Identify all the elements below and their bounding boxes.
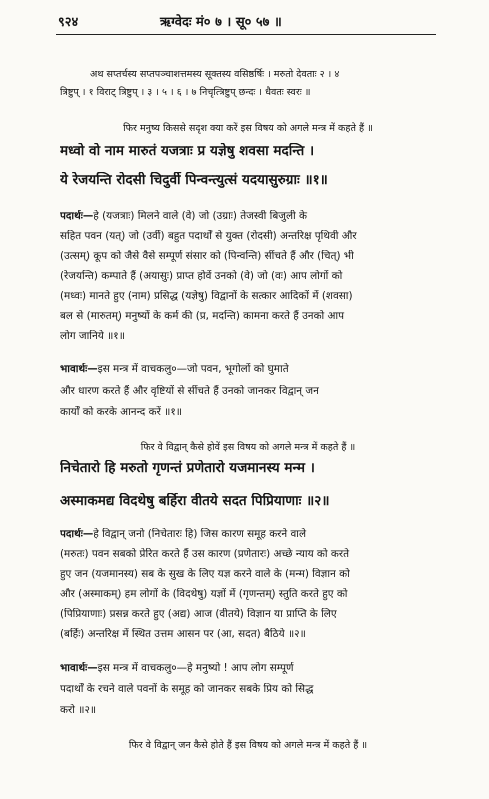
bhavartha-label: भावार्थः—	[60, 363, 98, 375]
padartha-line: (बर्हिः) अन्तरिक्ष में स्थित उत्तम आसन पर (आ, सदत) बैठिये ॥२॥	[60, 628, 306, 640]
bhavartha-line: भावार्थः—इस मन्त्र में वाचकलु०—हे मनुष्यो ! आप लोग सम्पूर्ण	[60, 662, 294, 674]
mantra-line: निचेतारो हि मरुतो गृणन्तं प्रणेतारो यजमानस्य मन्म ।	[60, 460, 315, 476]
padartha-line: (पिप्रियाणाः) प्रसन्न करते हुए (अद्य) आज (वीतये) विज्ञान या प्राप्ति के लिए	[60, 608, 337, 620]
padartha-line: (रेजयन्ति) कम्पाते हैं (अयासुः) प्राप्त होवें उनको (वे) जो (वः) आप लोगों को	[60, 270, 343, 282]
mantra-line: अस्माकमद्य विदथेषु बर्हिरा वीतये सदत पिप्रियाणाः ॥२॥	[60, 493, 330, 509]
running-title: ऋग्वेदः मं० ७ । सू० ५७ ॥	[160, 15, 282, 30]
section-intro: फिर मनुष्य किससे सदृश क्या करें इस विषय को अगले मन्त्र में कहते हैं ॥	[123, 123, 373, 134]
sukta-intro-line-1: अथ सप्तर्चस्य सप्तपञ्चाशत्तमस्य सूक्तस्य वसिष्ठर्षिः । मरुतो देवताः २ । ४	[90, 69, 340, 80]
padartha-line: (उत्सम्) कूप को जैसे वैसे सम्पूर्ण संसार को (पिन्वन्ति) सींचते हैं और (चित्) भी	[60, 250, 354, 262]
mantra-line: मध्वो वो नाम मारुतं यजत्राः प्र यज्ञेषु शवसा मदन्ति ।	[60, 143, 315, 159]
padartha-line: सहित पवन (यत्) जो (उर्वी) बहुत पदार्थों से युक्त (रोदसी) अन्तरिक्ष पृथिवी और	[60, 230, 357, 242]
running-header	[0, 0, 489, 34]
section-intro: फिर वे विद्वान् कैसे होवें इस विषय को अगले मन्त्र में कहते हैं ॥	[140, 442, 356, 453]
bhavartha-line: और धारण करते हैं और वृष्टियों से सींचते हैं उनको जानकर विद्वान् जन	[60, 385, 319, 397]
padartha-line: पदार्थः—हे विद्वान् जनो (निचेतारः हि) जिस कारण समूह करने वाले	[60, 528, 307, 540]
padartha-line: बल से (मारुतम्) मनुष्यों के कर्म की (प्र, मदन्ति) कामना करते हैं उनको आप	[60, 310, 345, 322]
padartha-line: लोग जानिये ॥१॥	[60, 330, 125, 342]
closing-intro: फिर वे विद्वान् जन कैसे होते हैं इस विषय को अगले मन्त्र में कहते हैं ॥	[128, 740, 368, 751]
header-rule	[56, 34, 436, 35]
padartha-line: (मरुतः) पवन सबको प्रेरित करते हैं उस कारण (प्रणेतारः) अच्छे न्याय को करते	[60, 548, 350, 560]
padartha-line: हुए जन (यजमानस्य) सब के सुख के लिए यज्ञ करने वाले के (मन्म) विज्ञान को	[60, 568, 350, 580]
padartha-line: और (अस्माकम्) हम लोगों के (विदथेषु) यज्ञों में (गृणन्तम्) स्तुति करते हुए को	[60, 588, 348, 600]
bhavartha-line: भावार्थः—इस मन्त्र में वाचकलु०—जो पवन, भूगोलों को घुमाते	[60, 363, 289, 375]
bhavartha-label: भावार्थः—	[60, 662, 98, 674]
bhavartha-line: करो ॥२॥	[60, 704, 97, 716]
mantra-line: ये रेजयन्ति रोदसी चिदुर्वी पिन्वन्त्युत्सं यदयासुरुग्राः ॥१॥	[60, 172, 328, 188]
padartha-label: पदार्थः—	[60, 210, 94, 222]
page-number: ९२४	[58, 15, 79, 30]
bhavartha-line: पदार्थों के रचने वाले पवनों के समूह को जानकर सबके प्रिय को सिद्ध	[60, 683, 314, 695]
sukta-intro-line-2: त्रिष्टुप् । १ विराट् त्रिष्टुप् । ३ । ५ । ६ । ७ निचृत्त्रिष्टुप् छन्दः । धैवतः स्वरः ॥	[60, 87, 311, 98]
padartha-line: (मध्वः) मानते हुए (नाम) प्रसिद्ध (यज्ञेषु) विद्वानों के सत्कार आदिकों में (शवसा)	[60, 290, 353, 302]
padartha-label: पदार्थः—	[60, 528, 94, 540]
bhavartha-line: कार्यों को करके आनन्द करें ॥१॥	[60, 406, 182, 418]
padartha-line: पदार्थः—हे (यजत्राः) मिलने वाले (वे) जो (उग्राः) तेजस्वी बिजुली के	[60, 210, 308, 222]
